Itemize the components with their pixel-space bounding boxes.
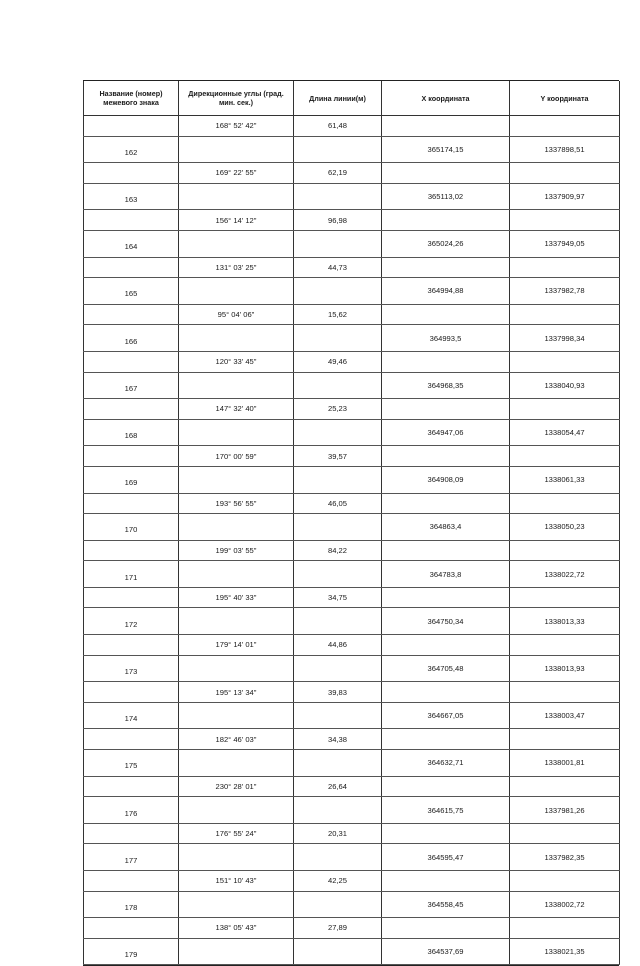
point-name-cell: 178 (84, 891, 179, 918)
header-y: Y координата (510, 81, 620, 116)
empty-cell (84, 399, 179, 420)
y-coordinate-cell: 1338001,81 (510, 750, 620, 777)
empty-cell (84, 163, 179, 184)
angle-cell: 151° 10' 43" (179, 871, 294, 892)
point-row (84, 325, 620, 352)
empty-cell (382, 210, 510, 231)
empty-cell (382, 163, 510, 184)
length-cell: 34,75 (294, 587, 382, 608)
length-cell: 42,25 (294, 871, 382, 892)
empty-cell (510, 540, 620, 561)
y-coordinate-cell: 1338022,72 (510, 561, 620, 588)
empty-cell (179, 797, 294, 824)
angle-cell: 156° 14' 12" (179, 210, 294, 231)
y-coordinate-cell: 1337898,51 (510, 136, 620, 163)
line-row (84, 776, 620, 797)
x-coordinate-cell: 364863,4 (382, 514, 510, 541)
empty-cell (294, 325, 382, 352)
angle-cell: 95° 04' 06" (179, 304, 294, 325)
point-name-cell: 176 (84, 797, 179, 824)
point-row (84, 608, 620, 635)
y-coordinate-cell: 1338050,23 (510, 514, 620, 541)
line-row (84, 823, 620, 844)
point-name-cell: 168 (84, 419, 179, 446)
point-name-cell: 167 (84, 372, 179, 399)
header-angle: Дирекционные углы (град. мин. сек.) (179, 81, 294, 116)
empty-cell (382, 540, 510, 561)
empty-cell (510, 682, 620, 703)
point-name-cell: 162 (84, 136, 179, 163)
length-cell: 27,89 (294, 918, 382, 939)
length-cell: 34,38 (294, 729, 382, 750)
x-coordinate-cell: 364595,47 (382, 844, 510, 871)
empty-cell (179, 938, 294, 965)
empty-cell (84, 116, 179, 137)
empty-cell (294, 372, 382, 399)
empty-cell (84, 682, 179, 703)
angle-cell: 179° 14' 01" (179, 635, 294, 656)
y-coordinate-cell: 1337981,26 (510, 797, 620, 824)
empty-cell (179, 702, 294, 729)
y-coordinate-cell: 1337982,35 (510, 844, 620, 871)
line-row (84, 163, 620, 184)
x-coordinate-cell: 364783,8 (382, 561, 510, 588)
point-row (84, 702, 620, 729)
length-cell: 44,86 (294, 635, 382, 656)
length-cell: 46,05 (294, 493, 382, 514)
empty-cell (294, 419, 382, 446)
empty-cell (294, 891, 382, 918)
empty-cell (179, 278, 294, 305)
point-row (84, 514, 620, 541)
angle-cell: 199° 03' 55" (179, 540, 294, 561)
line-row (84, 635, 620, 656)
angle-cell: 131° 03' 25" (179, 257, 294, 278)
point-row (84, 655, 620, 682)
x-coordinate-cell: 364537,69 (382, 938, 510, 965)
angle-cell: 168° 52' 42" (179, 116, 294, 137)
empty-cell (382, 729, 510, 750)
angle-cell: 147° 32' 40" (179, 399, 294, 420)
empty-cell (382, 918, 510, 939)
empty-cell (179, 419, 294, 446)
x-coordinate-cell: 364947,06 (382, 419, 510, 446)
angle-cell: 182° 46' 03" (179, 729, 294, 750)
header-length: Длина линии(м) (294, 81, 382, 116)
empty-cell (179, 514, 294, 541)
point-row (84, 230, 620, 257)
empty-cell (294, 608, 382, 635)
empty-cell (382, 776, 510, 797)
point-row (84, 183, 620, 210)
length-cell: 20,31 (294, 823, 382, 844)
x-coordinate-cell: 364667,05 (382, 702, 510, 729)
point-row (84, 278, 620, 305)
empty-cell (179, 891, 294, 918)
line-row (84, 399, 620, 420)
line-row (84, 871, 620, 892)
empty-cell (510, 729, 620, 750)
point-name-cell: 172 (84, 608, 179, 635)
point-row (84, 797, 620, 824)
x-coordinate-cell: 364558,45 (382, 891, 510, 918)
empty-cell (382, 682, 510, 703)
empty-cell (84, 304, 179, 325)
line-row (84, 210, 620, 231)
point-name-cell: 164 (84, 230, 179, 257)
empty-cell (294, 797, 382, 824)
empty-cell (294, 183, 382, 210)
point-name-cell: 173 (84, 655, 179, 682)
length-cell: 15,62 (294, 304, 382, 325)
header-name: Название (номер) межевого знака (84, 81, 179, 116)
length-cell: 62,19 (294, 163, 382, 184)
empty-cell (84, 446, 179, 467)
line-row (84, 682, 620, 703)
empty-cell (294, 278, 382, 305)
angle-cell: 170° 00' 59" (179, 446, 294, 467)
empty-cell (84, 729, 179, 750)
point-name-cell: 175 (84, 750, 179, 777)
y-coordinate-cell: 1338002,72 (510, 891, 620, 918)
empty-cell (510, 304, 620, 325)
line-row (84, 918, 620, 939)
x-coordinate-cell: 364632,71 (382, 750, 510, 777)
empty-cell (510, 163, 620, 184)
x-coordinate-cell: 365024,26 (382, 230, 510, 257)
point-row (84, 844, 620, 871)
empty-cell (294, 514, 382, 541)
angle-cell: 193° 56' 55" (179, 493, 294, 514)
point-row (84, 419, 620, 446)
empty-cell (294, 466, 382, 493)
empty-cell (382, 257, 510, 278)
empty-cell (382, 116, 510, 137)
empty-cell (179, 655, 294, 682)
y-coordinate-cell: 1337982,78 (510, 278, 620, 305)
length-cell: 39,83 (294, 682, 382, 703)
length-cell: 96,98 (294, 210, 382, 231)
angle-cell: 169° 22' 55" (179, 163, 294, 184)
point-name-cell: 166 (84, 325, 179, 352)
y-coordinate-cell: 1337998,34 (510, 325, 620, 352)
empty-cell (84, 257, 179, 278)
empty-cell (294, 655, 382, 682)
y-coordinate-cell: 1338040,93 (510, 372, 620, 399)
length-cell: 84,22 (294, 540, 382, 561)
empty-cell (84, 776, 179, 797)
boundary-coordinates-table (83, 81, 620, 965)
empty-cell (179, 372, 294, 399)
point-row (84, 938, 620, 965)
x-coordinate-cell: 364705,48 (382, 655, 510, 682)
length-cell: 39,57 (294, 446, 382, 467)
empty-cell (179, 466, 294, 493)
empty-cell (510, 871, 620, 892)
line-row (84, 351, 620, 372)
empty-cell (382, 635, 510, 656)
empty-cell (382, 823, 510, 844)
coordinates-table-sheet (83, 80, 619, 966)
x-coordinate-cell: 364908,09 (382, 466, 510, 493)
empty-cell (84, 918, 179, 939)
empty-cell (84, 823, 179, 844)
angle-cell: 195° 13' 34" (179, 682, 294, 703)
line-row (84, 729, 620, 750)
line-row (84, 540, 620, 561)
empty-cell (294, 136, 382, 163)
empty-cell (510, 351, 620, 372)
empty-cell (84, 540, 179, 561)
empty-cell (84, 351, 179, 372)
x-coordinate-cell: 365113,02 (382, 183, 510, 210)
point-name-cell: 179 (84, 938, 179, 965)
point-row (84, 891, 620, 918)
empty-cell (294, 561, 382, 588)
point-name-cell: 169 (84, 466, 179, 493)
empty-cell (510, 776, 620, 797)
angle-cell: 120° 33' 45" (179, 351, 294, 372)
line-row (84, 493, 620, 514)
empty-cell (382, 587, 510, 608)
y-coordinate-cell: 1338003,47 (510, 702, 620, 729)
empty-cell (294, 230, 382, 257)
empty-cell (510, 446, 620, 467)
line-row (84, 446, 620, 467)
x-coordinate-cell: 365174,15 (382, 136, 510, 163)
empty-cell (382, 399, 510, 420)
empty-cell (179, 136, 294, 163)
empty-cell (179, 608, 294, 635)
empty-cell (179, 325, 294, 352)
empty-cell (510, 918, 620, 939)
empty-cell (382, 304, 510, 325)
empty-cell (510, 116, 620, 137)
empty-cell (84, 493, 179, 514)
empty-cell (382, 446, 510, 467)
y-coordinate-cell: 1338054,47 (510, 419, 620, 446)
empty-cell (179, 183, 294, 210)
angle-cell: 138° 05' 43" (179, 918, 294, 939)
table-header-row (84, 81, 620, 116)
y-coordinate-cell: 1338013,93 (510, 655, 620, 682)
line-row (84, 587, 620, 608)
empty-cell (382, 351, 510, 372)
length-cell: 25,23 (294, 399, 382, 420)
length-cell: 44,73 (294, 257, 382, 278)
empty-cell (382, 871, 510, 892)
point-name-cell: 171 (84, 561, 179, 588)
empty-cell (382, 493, 510, 514)
empty-cell (510, 399, 620, 420)
empty-cell (294, 938, 382, 965)
point-name-cell: 177 (84, 844, 179, 871)
empty-cell (179, 561, 294, 588)
point-row (84, 561, 620, 588)
empty-cell (84, 210, 179, 231)
point-name-cell: 163 (84, 183, 179, 210)
angle-cell: 195° 40' 33" (179, 587, 294, 608)
empty-cell (510, 635, 620, 656)
x-coordinate-cell: 364750,34 (382, 608, 510, 635)
length-cell: 61,48 (294, 116, 382, 137)
y-coordinate-cell: 1338013,33 (510, 608, 620, 635)
point-row (84, 372, 620, 399)
point-name-cell: 165 (84, 278, 179, 305)
length-cell: 26,64 (294, 776, 382, 797)
point-name-cell: 170 (84, 514, 179, 541)
empty-cell (294, 844, 382, 871)
empty-cell (84, 587, 179, 608)
point-row (84, 466, 620, 493)
x-coordinate-cell: 364615,75 (382, 797, 510, 824)
line-row (84, 304, 620, 325)
angle-cell: 230° 28' 01" (179, 776, 294, 797)
empty-cell (294, 750, 382, 777)
empty-cell (510, 210, 620, 231)
y-coordinate-cell: 1337909,97 (510, 183, 620, 210)
point-name-cell: 174 (84, 702, 179, 729)
header-x: X координата (382, 81, 510, 116)
empty-cell (510, 257, 620, 278)
x-coordinate-cell: 364993,5 (382, 325, 510, 352)
y-coordinate-cell: 1337949,05 (510, 230, 620, 257)
y-coordinate-cell: 1338021,35 (510, 938, 620, 965)
empty-cell (179, 844, 294, 871)
length-cell: 49,46 (294, 351, 382, 372)
angle-cell: 176° 55' 24" (179, 823, 294, 844)
line-row (84, 257, 620, 278)
line-row (84, 116, 620, 137)
empty-cell (294, 702, 382, 729)
x-coordinate-cell: 364994,88 (382, 278, 510, 305)
y-coordinate-cell: 1338061,33 (510, 466, 620, 493)
empty-cell (84, 635, 179, 656)
point-row (84, 750, 620, 777)
point-row (84, 136, 620, 163)
empty-cell (510, 587, 620, 608)
empty-cell (179, 230, 294, 257)
empty-cell (179, 750, 294, 777)
empty-cell (84, 871, 179, 892)
empty-cell (510, 823, 620, 844)
empty-cell (510, 493, 620, 514)
x-coordinate-cell: 364968,35 (382, 372, 510, 399)
